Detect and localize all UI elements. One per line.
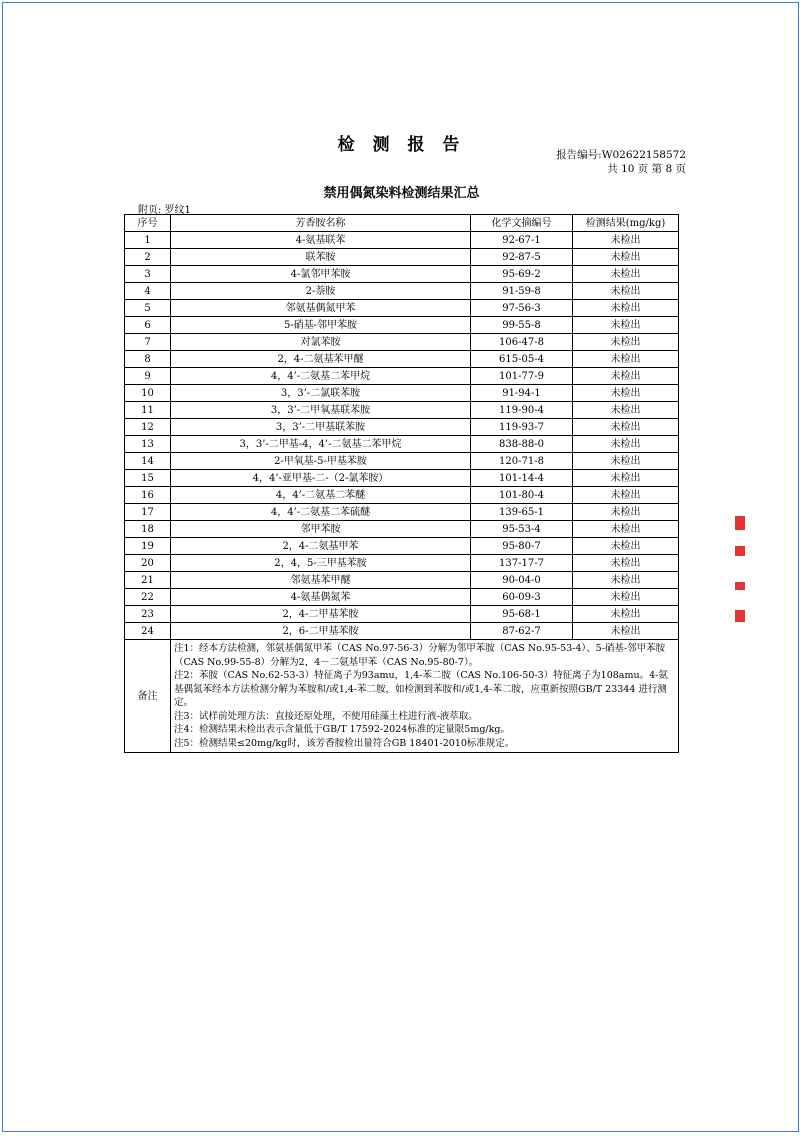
report-number: 报告编号:W02622158572 bbox=[556, 149, 686, 161]
cell-cas: 615-05-4 bbox=[471, 351, 573, 368]
appendix-label: 附页: 罗纹1 bbox=[138, 205, 191, 216]
cell-result: 未检出 bbox=[573, 521, 679, 538]
cell-result: 未检出 bbox=[573, 572, 679, 589]
table-row bbox=[125, 385, 679, 402]
cell-cas: 838-88-0 bbox=[471, 436, 573, 453]
cell-name: 联苯胺 bbox=[171, 249, 471, 266]
cell-result: 未检出 bbox=[573, 419, 679, 436]
cell-result: 未检出 bbox=[573, 453, 679, 470]
notes-label: 备注 bbox=[125, 640, 171, 753]
cell-cas: 95-80-7 bbox=[471, 538, 573, 555]
cell-result: 未检出 bbox=[573, 470, 679, 487]
cell-name: 对氯苯胺 bbox=[171, 334, 471, 351]
table-row bbox=[125, 623, 679, 640]
cell-result: 未检出 bbox=[573, 436, 679, 453]
cell-seq: 20 bbox=[125, 555, 171, 572]
cell-name: 邻氨基偶氮甲苯 bbox=[171, 300, 471, 317]
table-row bbox=[125, 487, 679, 504]
cell-result: 未检出 bbox=[573, 368, 679, 385]
cell-name: 2，4-二氨基苯甲醚 bbox=[171, 351, 471, 368]
cell-result: 未检出 bbox=[573, 589, 679, 606]
table-row bbox=[125, 453, 679, 470]
header-result: 检测结果(mg/kg) bbox=[573, 215, 679, 232]
table-row bbox=[125, 606, 679, 623]
cell-seq: 16 bbox=[125, 487, 171, 504]
cell-name: 邻氨基苯甲醚 bbox=[171, 572, 471, 589]
cell-cas: 95-68-1 bbox=[471, 606, 573, 623]
table-row bbox=[125, 232, 679, 249]
cell-seq: 12 bbox=[125, 419, 171, 436]
table-row bbox=[125, 419, 679, 436]
cell-seq: 10 bbox=[125, 385, 171, 402]
cell-cas: 60-09-3 bbox=[471, 589, 573, 606]
cell-seq: 23 bbox=[125, 606, 171, 623]
cell-result: 未检出 bbox=[573, 538, 679, 555]
cell-name: 3，3’-二甲氧基联苯胺 bbox=[171, 402, 471, 419]
cell-cas: 120-71-8 bbox=[471, 453, 573, 470]
cell-cas: 97-56-3 bbox=[471, 300, 573, 317]
cell-result: 未检出 bbox=[573, 606, 679, 623]
cell-result: 未检出 bbox=[573, 351, 679, 368]
cell-cas: 119-90-4 bbox=[471, 402, 573, 419]
cell-cas: 92-67-1 bbox=[471, 232, 573, 249]
report-meta bbox=[556, 148, 686, 176]
table-row bbox=[125, 589, 679, 606]
cell-seq: 4 bbox=[125, 283, 171, 300]
cell-seq: 24 bbox=[125, 623, 171, 640]
cell-seq: 22 bbox=[125, 589, 171, 606]
cell-result: 未检出 bbox=[573, 487, 679, 504]
cell-cas: 101-14-4 bbox=[471, 470, 573, 487]
cell-name: 5-硝基-邻甲苯胺 bbox=[171, 317, 471, 334]
cell-seq: 19 bbox=[125, 538, 171, 555]
cell-result: 未检出 bbox=[573, 504, 679, 521]
cell-cas: 91-94-1 bbox=[471, 385, 573, 402]
cell-name: 3，3’-二氯联苯胺 bbox=[171, 385, 471, 402]
cell-seq: 14 bbox=[125, 453, 171, 470]
note-2: 注2：苯胺（CAS No.62-53-3）特征离子为93amu，1,4-苯二胺（CAS No.106-50-3）特征离子为108amu。4-氨基偶氮苯经本方法检测分解为苯胺和/或1,4-苯二胺，如检测到苯胺和/或1,4-苯二胺，应重新按照GB/T 23344 进行测定。 bbox=[174, 670, 668, 708]
cell-seq: 8 bbox=[125, 351, 171, 368]
notes-row bbox=[125, 640, 679, 753]
notes-content bbox=[171, 640, 679, 753]
table-row bbox=[125, 266, 679, 283]
note-3: 注3：试样前处理方法：直接还原处理，不使用硅藻土柱进行液-液萃取。 bbox=[174, 710, 478, 722]
table-row bbox=[125, 555, 679, 572]
cell-cas: 119-93-7 bbox=[471, 419, 573, 436]
page-info: 共 10 页 第 8 页 bbox=[607, 163, 686, 175]
cell-seq: 13 bbox=[125, 436, 171, 453]
cell-result: 未检出 bbox=[573, 232, 679, 249]
cell-cas: 101-80-4 bbox=[471, 487, 573, 504]
header-seq: 序号 bbox=[125, 215, 171, 232]
note-5: 注5：检测结果≤20mg/kg时，该芳香胺检出量符合GB 18401-2010标准规定。 bbox=[174, 737, 515, 749]
cell-cas: 90-04-0 bbox=[471, 572, 573, 589]
table-row bbox=[125, 334, 679, 351]
table-row bbox=[125, 402, 679, 419]
cell-result: 未检出 bbox=[573, 317, 679, 334]
cell-cas: 95-53-4 bbox=[471, 521, 573, 538]
cell-name: 3，3’-二甲基-4，4’-二氨基二苯甲烷 bbox=[171, 436, 471, 453]
cell-seq: 21 bbox=[125, 572, 171, 589]
cell-cas: 92-87-5 bbox=[471, 249, 573, 266]
header-cas: 化学文摘编号 bbox=[471, 215, 573, 232]
cell-cas: 99-55-8 bbox=[471, 317, 573, 334]
cell-name: 2，4-二甲基苯胺 bbox=[171, 606, 471, 623]
seal-stamp-edge bbox=[735, 516, 747, 626]
cell-seq: 18 bbox=[125, 521, 171, 538]
cell-name: 4，4’-二氨基二苯醚 bbox=[171, 487, 471, 504]
cell-name: 4-氯邻甲苯胺 bbox=[171, 266, 471, 283]
table-row bbox=[125, 351, 679, 368]
table-row bbox=[125, 538, 679, 555]
cell-result: 未检出 bbox=[573, 300, 679, 317]
table-body bbox=[125, 232, 679, 640]
cell-cas: 101-77-9 bbox=[471, 368, 573, 385]
cell-seq: 5 bbox=[125, 300, 171, 317]
cell-result: 未检出 bbox=[573, 283, 679, 300]
cell-cas: 87-62-7 bbox=[471, 623, 573, 640]
cell-seq: 15 bbox=[125, 470, 171, 487]
table-row bbox=[125, 504, 679, 521]
cell-name: 2-甲氧基-5-甲基苯胺 bbox=[171, 453, 471, 470]
cell-cas: 95-69-2 bbox=[471, 266, 573, 283]
cell-result: 未检出 bbox=[573, 402, 679, 419]
cell-result: 未检出 bbox=[573, 623, 679, 640]
cell-name: 2，4，5-三甲基苯胺 bbox=[171, 555, 471, 572]
cell-cas: 137-17-7 bbox=[471, 555, 573, 572]
cell-result: 未检出 bbox=[573, 334, 679, 351]
cell-seq: 9 bbox=[125, 368, 171, 385]
cell-seq: 1 bbox=[125, 232, 171, 249]
cell-result: 未检出 bbox=[573, 555, 679, 572]
cell-seq: 17 bbox=[125, 504, 171, 521]
cell-result: 未检出 bbox=[573, 266, 679, 283]
cell-name: 4，4’-亚甲基-二-（2-氯苯胺） bbox=[171, 470, 471, 487]
table-row bbox=[125, 436, 679, 453]
cell-cas: 106-47-8 bbox=[471, 334, 573, 351]
cell-result: 未检出 bbox=[573, 385, 679, 402]
table-row bbox=[125, 368, 679, 385]
cell-cas: 91-59-8 bbox=[471, 283, 573, 300]
cell-seq: 3 bbox=[125, 266, 171, 283]
cell-seq: 2 bbox=[125, 249, 171, 266]
cell-seq: 11 bbox=[125, 402, 171, 419]
cell-seq: 7 bbox=[125, 334, 171, 351]
header-name: 芳香胺名称 bbox=[171, 215, 471, 232]
table-title: 禁用偶氮染料检测结果汇总 bbox=[323, 186, 480, 201]
note-1: 注1：经本方法检测，邻氨基偶氮甲苯（CAS No.97-56-3）分解为邻甲苯胺（CAS No.95-53-4）、5-硝基-邻甲苯胺（CAS No.99-55-8）分解为2，4－二氨基甲苯（CAS No.95-80-7）。 bbox=[174, 643, 666, 668]
table-header-row bbox=[125, 215, 679, 232]
cell-name: 4，4’-二氨基二苯甲烷 bbox=[171, 368, 471, 385]
cell-name: 2-萘胺 bbox=[171, 283, 471, 300]
table-row bbox=[125, 300, 679, 317]
cell-cas: 139-65-1 bbox=[471, 504, 573, 521]
cell-result: 未检出 bbox=[573, 249, 679, 266]
table-row bbox=[125, 572, 679, 589]
cell-name: 4-氨基偶氮苯 bbox=[171, 589, 471, 606]
cell-name: 邻甲苯胺 bbox=[171, 521, 471, 538]
table-row bbox=[125, 249, 679, 266]
table-row bbox=[125, 317, 679, 334]
note-4: 注4：检测结果未检出表示含量低于GB/T 17592-2024标准的定量限5mg/kg。 bbox=[174, 724, 510, 735]
table-row bbox=[125, 521, 679, 538]
report-title: 检 测 报 告 bbox=[337, 135, 466, 155]
cell-seq: 6 bbox=[125, 317, 171, 334]
table-row bbox=[125, 283, 679, 300]
cell-name: 2，6-二甲基苯胺 bbox=[171, 623, 471, 640]
cell-name: 3，3’-二甲基联苯胺 bbox=[171, 419, 471, 436]
table-row bbox=[125, 470, 679, 487]
cell-name: 2，4-二氨基甲苯 bbox=[171, 538, 471, 555]
cell-name: 4，4’-二氨基二苯硫醚 bbox=[171, 504, 471, 521]
results-table bbox=[124, 214, 679, 753]
cell-name: 4-氨基联苯 bbox=[171, 232, 471, 249]
